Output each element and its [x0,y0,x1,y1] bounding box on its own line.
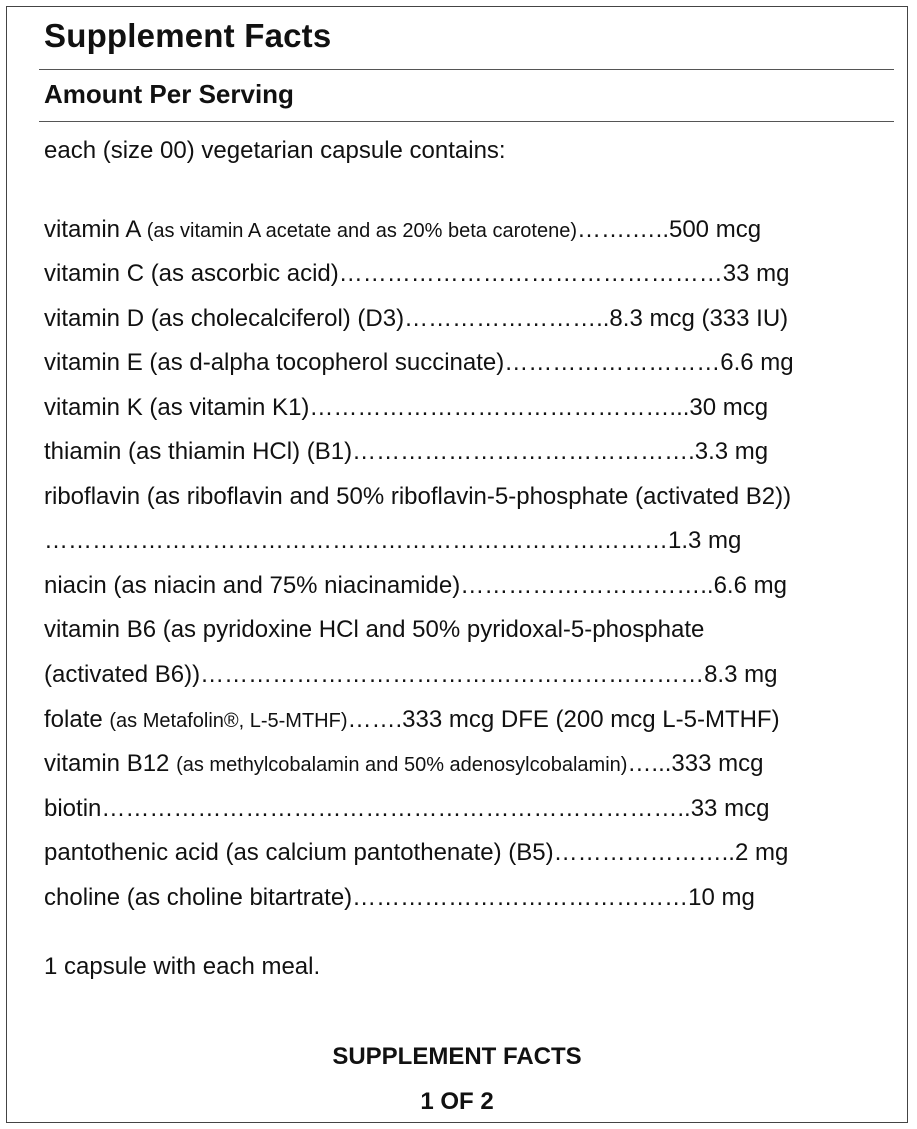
nutrient-line [44,838,884,868]
nutrient-amount: …………………………..6.6 mg [460,572,787,599]
nutrient-name: vitamin B6 (as pyridoxine HCl and 50% pyridoxal-5-phosphate [44,616,705,643]
nutrient-name: vitamin A [44,216,147,243]
nutrient-line [44,571,884,601]
panel-title: Supplement Facts [44,17,332,54]
nutrient-line [44,304,884,334]
nutrient-name: vitamin C (as ascorbic acid) [44,260,339,287]
nutrient-line [44,482,884,512]
nutrient-line [44,705,884,736]
heading-divider [39,121,894,122]
nutrient-amount: ………………………6.6 mg [504,349,794,376]
nutrient-line [44,615,884,645]
nutrient-amount: ………………………………………………………8.3 mg [200,661,778,688]
nutrient-amount: ………………………………………………………………..33 mcg [101,795,770,822]
serving-intro: each (size 00) vegetarian capsule contains: [44,137,506,164]
nutrient-name: niacin (as niacin and 75% niacinamide) [44,572,461,599]
nutrient-line [44,794,884,824]
nutrient-line [44,393,884,423]
directions-text: 1 capsule with each meal. [44,953,321,980]
nutrient-amount: ……………………………………10 mg [352,884,755,911]
nutrient-amount: ……………………………………………………………………1.3 mg [44,527,742,554]
nutrient-name: vitamin B12 [44,750,177,777]
nutrient-detail: (as Metafolin®, L-5-MTHF) [109,710,348,732]
nutrient-line [44,883,884,913]
nutrient-name: folate [44,706,110,733]
nutrient-line [44,215,884,246]
nutrient-amount: …………………………………………33 mg [338,260,790,287]
footer-heading: SUPPLEMENT FACTS [332,1043,582,1070]
nutrient-amount: …….…..500 mcg [576,216,762,243]
nutrient-line [44,348,884,378]
nutrient-name: (activated B6)) [44,661,201,688]
nutrient-amount: …………………..2 mg [553,839,789,866]
nutrient-detail: (as methylcobalamin and 50% adenosylcobalamin) [176,754,628,776]
nutrient-name: choline (as choline bitartrate) [44,884,353,911]
nutrient-name: pantothenic acid (as calcium pantothenate) (B5) [44,839,554,866]
nutrient-name: vitamin D (as cholecalciferol) (D3) [44,305,405,332]
nutrient-name: vitamin E (as d-alpha tocopherol succinate) [44,349,505,376]
nutrient-amount: ………………………………………...30 mcg [309,394,769,421]
nutrient-amount: …….333 mcg DFE (200 mcg L-5-MTHF) [347,706,780,733]
nutrient-line [44,749,884,780]
page-indicator: 1 OF 2 [420,1088,494,1115]
nutrient-line [44,437,884,467]
nutrient-line [44,526,884,556]
supplement-facts-panel [6,6,908,1123]
nutrient-name: biotin [44,795,102,822]
nutrient-amount: …………………………………….3.3 mg [352,438,769,465]
nutrient-detail: (as vitamin A acetate and as 20% beta carotene) [146,220,577,242]
nutrient-name: vitamin K (as vitamin K1) [44,394,310,421]
nutrient-amount: …...333 mcg [627,750,764,777]
amount-per-serving-heading: Amount Per Serving [44,79,294,109]
nutrient-amount: ……………………..8.3 mcg (333 IU) [404,305,789,332]
nutrient-name: riboflavin (as riboflavin and 50% riboflavin-5-phosphate (activated B2)) [44,483,792,510]
nutrient-line [44,660,884,690]
nutrient-line [44,259,884,289]
title-divider [39,69,894,70]
nutrient-name: thiamin (as thiamin HCl) (B1) [44,438,353,465]
